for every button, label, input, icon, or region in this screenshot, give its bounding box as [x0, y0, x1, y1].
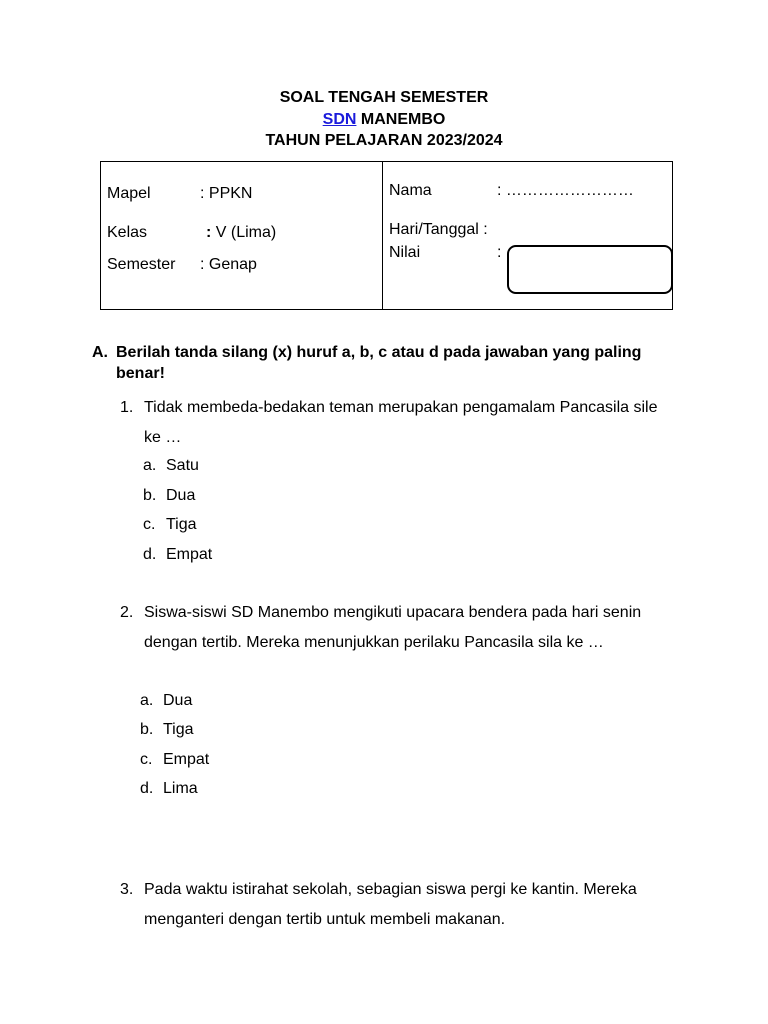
exam-title: SOAL TENGAH SEMESTER [279, 89, 489, 106]
nilai-colon: : [497, 244, 502, 261]
question-number: 3. [120, 881, 134, 898]
option-text: Empat [166, 546, 213, 563]
question-text: Siswa-siswi SD Manembo mengikuti upacara bendera pada hari senin dengan tertib. Mereka menunjukkan perilaku Pancasila sila ke … [144, 604, 642, 651]
question-number: 1. [120, 399, 134, 416]
option-letter: b. [143, 487, 157, 504]
semester-value: : Genap [200, 256, 257, 273]
kelas-label: Kelas [107, 224, 148, 241]
option-letter: c. [140, 751, 153, 768]
option-text: Tiga [166, 516, 197, 533]
option-text: Dua [163, 692, 193, 709]
school-line [0, 109, 768, 131]
nama-label: Nama [389, 182, 432, 199]
score-box[interactable] [507, 245, 673, 294]
exam-header [0, 87, 768, 152]
academic-year: TAHUN PELAJARAN 2023/2024 [265, 132, 503, 149]
school-link[interactable]: SDN [322, 110, 357, 128]
question-text: Pada waktu istirahat sekolah, sebagian siswa pergi ke kantin. Mereka menganteri dengan tertib untuk membeli makanan. [144, 881, 637, 928]
kelas-value: V (Lima) [211, 224, 277, 241]
option-letter: a. [143, 457, 157, 474]
nilai-label: Nilai [389, 244, 421, 261]
option-text: Dua [166, 487, 196, 504]
school-name: MANEMBO [356, 110, 446, 128]
option-letter: a. [140, 692, 154, 709]
student-info-table [100, 161, 673, 310]
kelas-colon: : [206, 224, 212, 241]
option-letter: d. [140, 780, 154, 797]
question-text: Tidak membeda-bedakan teman merupakan pengamalam Pancasila sile ke … [144, 399, 658, 446]
option-text: Empat [163, 751, 210, 768]
nama-value: : …………………… [497, 182, 634, 199]
semester-label: Semester [107, 256, 176, 273]
kelas-value-wrap [206, 223, 276, 243]
section-instruction-text: Berilah tanda silang (x) huruf a, b, c atau d pada jawaban yang paling benar! [116, 344, 642, 382]
mapel-value: : PPKN [200, 185, 253, 202]
option-letter: b. [140, 721, 154, 738]
question-number: 2. [120, 604, 134, 621]
table-divider [382, 162, 383, 309]
hari-label: Hari/Tanggal : [389, 221, 488, 238]
mapel-label: Mapel [107, 185, 151, 202]
option-letter: d. [143, 546, 157, 563]
option-text: Lima [163, 780, 198, 797]
option-text: Satu [166, 457, 199, 474]
option-text: Tiga [163, 721, 194, 738]
section-letter: A. [92, 344, 108, 361]
option-letter: c. [143, 516, 156, 533]
